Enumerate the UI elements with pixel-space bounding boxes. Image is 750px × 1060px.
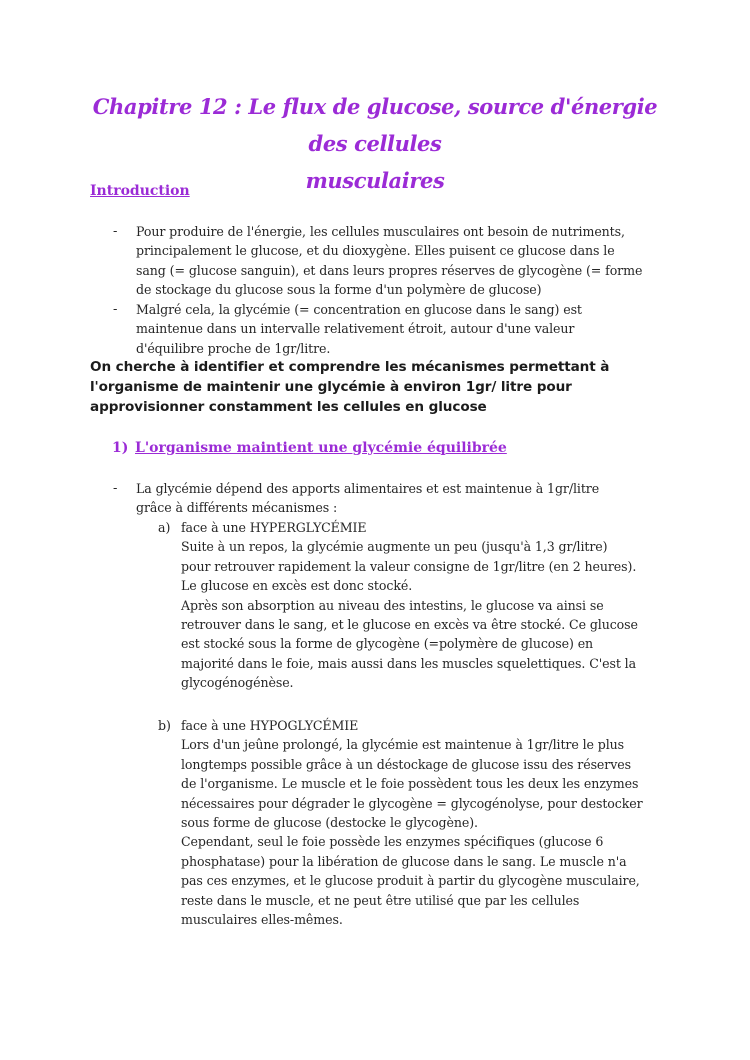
intro-bullet-marker-1: - xyxy=(113,224,118,239)
section-1-bullet-line: La glycémie dépend des apports alimentaires et est maintenue à 1gr/litre xyxy=(136,481,600,496)
intro-bullet-1-line: sang (= glucose sanguin), et dans leurs propres réserves de glycogène (= forme xyxy=(136,262,643,278)
intro-bullet-2-line: Malgré cela, la glycémie (= concentration en glucose dans le sang) est xyxy=(136,302,582,317)
chapter-title-line-1: Chapitre 12 : Le flux de glucose, source d'énergie des cellules xyxy=(92,94,658,156)
section-1-bullet-marker: - xyxy=(113,481,118,496)
case-b-line: reste dans le muscle, et ne peut être utilisé que par les cellules xyxy=(181,892,580,908)
case-b-label: b) xyxy=(158,718,171,733)
problem-line: On cherche à identifier et comprendre les mécanismes permettant à xyxy=(90,359,610,375)
case-b-line: Cependant, seul le foie possède les enzymes spécifiques (glucose 6 xyxy=(181,834,604,850)
chapter-title-line-2: musculaires xyxy=(305,168,445,193)
section-1-bullet-line: grâce à différents mécanismes : xyxy=(136,500,338,516)
intro-bullet-2-line: maintenue dans un intervalle relativement étroit, autour d'une valeur xyxy=(136,321,575,337)
case-a-label: a) xyxy=(158,520,171,535)
case-b-block xyxy=(181,716,643,929)
case-b-line: phosphatase) pour la libération de glucose dans le sang. Le muscle n'a xyxy=(181,853,627,869)
section-1-heading: L'organisme maintient une glycémie équilibrée xyxy=(135,440,507,456)
intro-bullet-1-line: de stockage du glucose sous la forme d'un polymère de glucose) xyxy=(136,282,542,298)
case-a-line: est stocké sous la forme de glycogène (=polymère de glucose) en xyxy=(181,636,594,652)
problem-line: approvisionner constamment les cellules en glucose xyxy=(90,398,487,415)
intro-bullet-1-line: principalement le glucose, et du dioxygène. Elles puisent ce glucose dans le xyxy=(136,243,615,259)
section-1-bullet xyxy=(136,479,599,518)
case-a-title: face à une HYPERGLYCÉMIE xyxy=(181,520,367,535)
section-1-number: 1) xyxy=(112,440,129,456)
case-b-line: pas ces enzymes, et le glucose produit à partir du glycogène musculaire, xyxy=(181,873,640,889)
case-b-line: sous forme de glucose (destocke le glycogène). xyxy=(181,815,478,831)
case-b-line: nécessaires pour dégrader le glycogène = glycogénolyse, pour destocker xyxy=(181,795,643,811)
case-b-line: longtemps possible grâce à un déstockage de glucose issu des réserves xyxy=(181,756,631,772)
intro-bullet-2-line: d'équilibre proche de 1gr/litre. xyxy=(136,340,331,356)
case-a-line: pour retrouver rapidement la valeur consigne de 1gr/litre (en 2 heures). xyxy=(181,558,637,574)
case-a-line: retrouver dans le sang, et le glucose en excès va être stocké. Ce glucose xyxy=(181,617,638,633)
intro-heading: Introduction xyxy=(90,183,190,199)
case-a-line: Suite à un repos, la glycémie augmente un peu (jusqu'à 1,3 gr/litre) xyxy=(181,539,608,555)
intro-bullet-1-line: Pour produire de l'énergie, les cellules musculaires ont besoin de nutriments, xyxy=(136,224,625,239)
case-a-block xyxy=(181,518,638,693)
case-a-line: Le glucose en excès est donc stocké. xyxy=(181,578,413,594)
intro-bullet-marker-2: - xyxy=(113,302,118,317)
intro-bullet-2 xyxy=(136,300,582,358)
case-b-line: de l'organisme. Le muscle et le foie possèdent tous les deux les enzymes xyxy=(181,776,639,792)
problem-line: l'organisme de maintenir une glycémie à environ 1gr/ litre pour xyxy=(90,378,572,395)
case-a-line: Après son absorption au niveau des intestins, le glucose va ainsi se xyxy=(181,597,604,613)
case-b-title: face à une HYPOGLYCÉMIE xyxy=(181,718,359,733)
case-b-line: Lors d'un jeûne prolongé, la glycémie est maintenue à 1gr/litre le plus xyxy=(181,737,625,753)
intro-bullet-1 xyxy=(136,222,642,300)
case-b-line: musculaires elles-mêmes. xyxy=(181,912,343,928)
case-a-line: majorité dans le foie, mais aussi dans les muscles squelettiques. C'est la xyxy=(181,655,637,671)
case-a-line: glycogénogénèse. xyxy=(181,675,294,691)
problem-statement xyxy=(90,358,690,417)
